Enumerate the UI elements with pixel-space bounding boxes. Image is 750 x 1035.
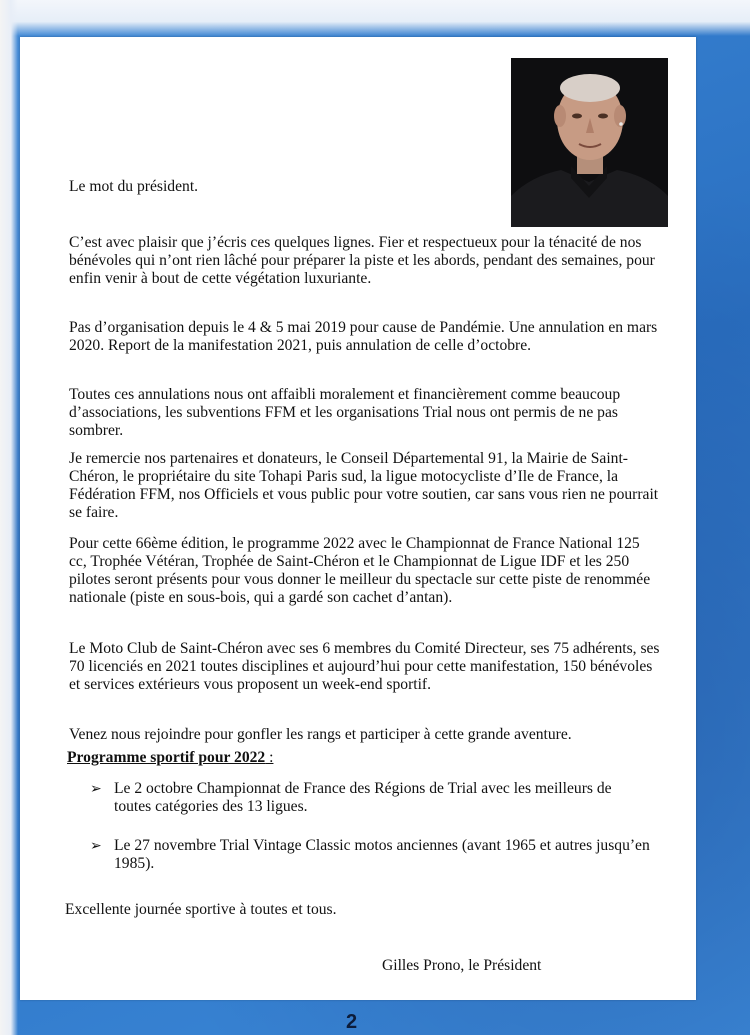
arrow-bullet-icon: ➢	[90, 838, 102, 854]
program-heading	[67, 749, 273, 767]
program-heading-text: Programme sportif pour 2022	[67, 749, 266, 766]
program-heading-colon: :	[265, 749, 274, 766]
paragraph-6: Le Moto Club de Saint-Chéron avec ses 6 membres du Comité Directeur, ses 75 adhérents, ses 70 licenciés en 2021 toutes disciplines et aujourd’hui pour cette manifestation, 150 bénévoles et services extérieurs vous proposent un week-end sportif.	[69, 640, 660, 693]
letter-sheet	[20, 37, 696, 1000]
paragraph-3: Toutes ces annulations nous ont affaibli moralement et financièrement comme beaucoup d’associations, les subventions FFM et les organisations Trial nous ont permis de ne pas sombrer.	[69, 386, 621, 439]
program-item-text: Le 2 octobre Championnat de France des Régions de Trial avec les meilleurs de toutes catégories des 13 ligues.	[114, 780, 612, 815]
program-list	[90, 780, 650, 873]
arrow-bullet-icon: ➢	[90, 781, 102, 797]
left-edge	[0, 0, 18, 1035]
page-number: 2	[346, 1011, 358, 1033]
closing-line: Excellente journée sportive à toutes et tous.	[65, 901, 337, 918]
paragraph-4: Je remercie nos partenaires et donateurs, le Conseil Départemental 91, la Mairie de Saint-Chéron, le propriétaire du site Tohapi Paris sud, la ligue motocycliste d’Ile de France, la Fédération FFM, nos Officiels et vous public pour votre soutien, car sans vous rien ne pourrait se faire.	[69, 450, 659, 521]
program-item	[90, 837, 650, 873]
paragraph-5: Pour cette 66ème édition, le programme 2022 avec le Championnat de France National 125 cc, Trophée Vétéran, Trophée de Saint-Chéron et le Championnat de Ligue IDF et les 250 pilotes seront présents pour vous donner le meilleur du spectacle sur cette piste de renommée nationale (piste en sous-bois, qui a gardé son cachet d’antan).	[69, 535, 651, 606]
greeting: Le mot du président.	[69, 178, 199, 195]
portrait-image	[511, 58, 668, 227]
paragraph-1: C’est avec plaisir que j’écris ces quelques lignes. Fier et respectueux pour la ténacité de nos bénévoles qui n’ont rien lâché pour préparer la piste et les abords, pendant des semaines, pour enfin venir à bout de cette végétation luxuriante.	[69, 234, 655, 287]
paragraph-7: Venez nous rejoindre pour gonfler les rangs et participer à cette grande aventure.	[69, 726, 572, 743]
paragraph-2: Pas d’organisation depuis le 4 & 5 mai 2019 pour cause de Pandémie. Une annulation en mars 2020. Report de la manifestation 2021, puis annulation de celle d’octobre.	[69, 319, 658, 354]
president-photo	[511, 58, 668, 227]
program-item	[90, 780, 650, 816]
program-item-text: Le 27 novembre Trial Vintage Classic motos anciennes (avant 1965 et autres jusqu’en 1985).	[114, 837, 650, 872]
top-edge	[0, 0, 750, 36]
signature: Gilles Prono, le Président	[382, 957, 542, 974]
